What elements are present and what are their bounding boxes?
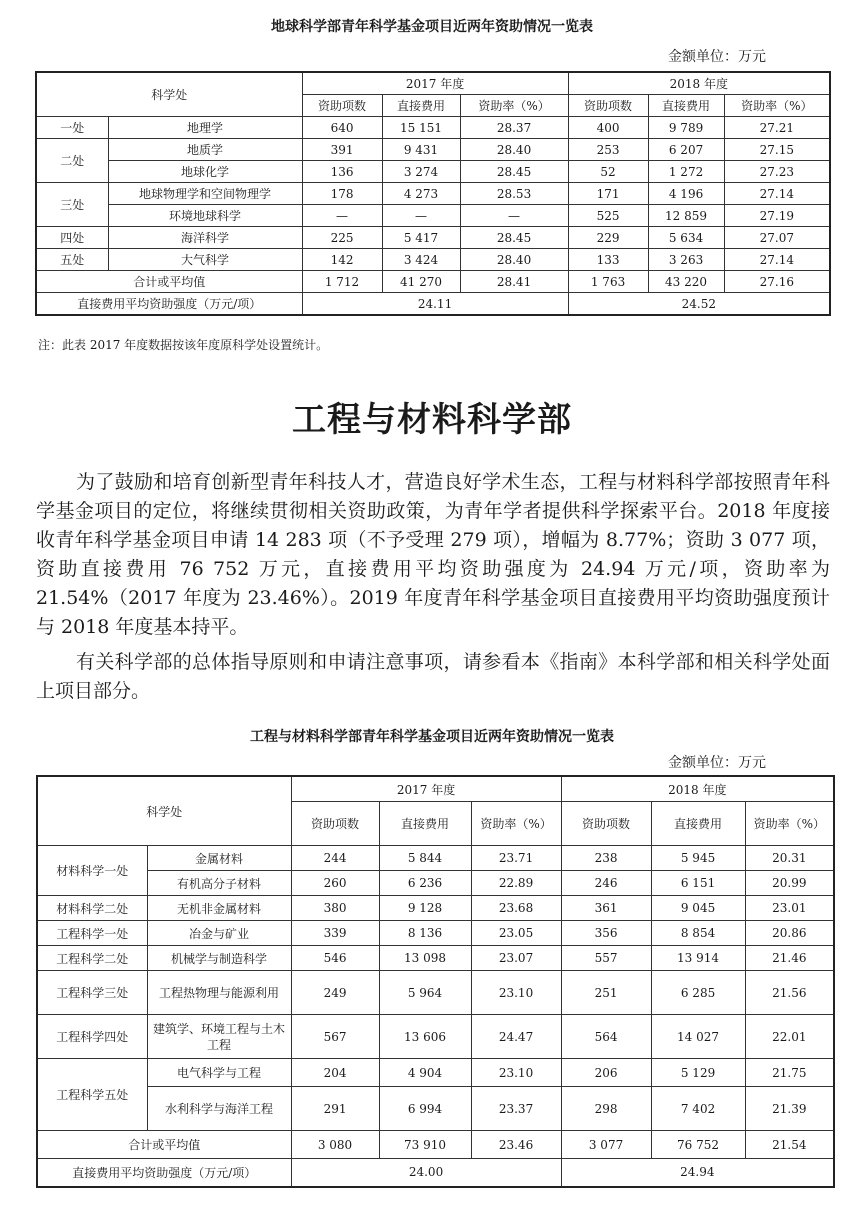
value-cell: 1 763: [568, 271, 648, 293]
value-cell: 13 606: [379, 1015, 471, 1059]
value-cell: 23.05: [471, 921, 561, 946]
value-cell: 3 263: [648, 249, 724, 271]
value-cell: 43 220: [648, 271, 724, 293]
value-cell: 15 151: [382, 117, 460, 139]
value-cell: 171: [568, 183, 648, 205]
table2-col-header: 资助项数: [291, 802, 379, 846]
value-cell: 28.45: [460, 227, 568, 249]
value-cell: 23.10: [471, 971, 561, 1015]
value-cell: 27.15: [724, 139, 830, 161]
table-row: [37, 1015, 834, 1059]
value-cell: 525: [568, 205, 648, 227]
discipline-cell: 冶金与矿业: [147, 921, 291, 946]
value-cell: 5 129: [651, 1059, 745, 1087]
total-row: [36, 271, 830, 293]
value-cell: 28.41: [460, 271, 568, 293]
value-cell: 5 945: [651, 846, 745, 871]
value-cell: 5 417: [382, 227, 460, 249]
office-cell: 三处: [36, 183, 108, 227]
table2-title: 工程与材料科学部青年科学基金项目近两年资助情况一览表: [250, 729, 614, 745]
value-cell: 640: [302, 117, 382, 139]
value-cell: 28.53: [460, 183, 568, 205]
table1-year-2018: 2018 年度: [568, 72, 830, 95]
value-cell: 225: [302, 227, 382, 249]
table-row: [37, 896, 834, 921]
value-cell: 23.71: [471, 846, 561, 871]
value-cell: 136: [302, 161, 382, 183]
table1-col-header: 直接费用: [382, 95, 460, 117]
value-cell: 133: [568, 249, 648, 271]
table-row: [37, 921, 834, 946]
table-row: [36, 161, 830, 183]
value-cell: 6 207: [648, 139, 724, 161]
office-cell: 四处: [36, 227, 108, 249]
value-cell: 20.31: [745, 846, 834, 871]
discipline-cell: 建筑学、环境工程与土木工程: [147, 1015, 291, 1059]
office-cell: 工程科学二处: [37, 946, 147, 971]
value-cell: 9 789: [648, 117, 724, 139]
value-cell: 23.10: [471, 1059, 561, 1087]
table-row: [37, 946, 834, 971]
value-cell: 3 424: [382, 249, 460, 271]
value-cell: 400: [568, 117, 648, 139]
value-cell: 361: [561, 896, 651, 921]
table-row: [36, 117, 830, 139]
value-cell: 4 273: [382, 183, 460, 205]
discipline-cell: 无机非金属材料: [147, 896, 291, 921]
value-cell: 21.75: [745, 1059, 834, 1087]
value-cell: 13 098: [379, 946, 471, 971]
table2-dept-header: 科学处: [37, 776, 291, 846]
value-cell: 567: [291, 1015, 379, 1059]
value-cell: 6 285: [651, 971, 745, 1015]
value-cell: 28.45: [460, 161, 568, 183]
table-row: [37, 871, 834, 896]
table1-col-header: 资助项数: [568, 95, 648, 117]
value-cell: 8 854: [651, 921, 745, 946]
value-cell: —: [382, 205, 460, 227]
discipline-cell: 环境地球科学: [108, 205, 302, 227]
value-cell: 356: [561, 921, 651, 946]
avg-2018: 24.94: [561, 1159, 834, 1187]
value-cell: 1 272: [648, 161, 724, 183]
value-cell: 5 964: [379, 971, 471, 1015]
value-cell: 5 634: [648, 227, 724, 249]
value-cell: 557: [561, 946, 651, 971]
office-cell: 工程科学五处: [37, 1059, 147, 1131]
value-cell: 249: [291, 971, 379, 1015]
office-cell: 工程科学一处: [37, 921, 147, 946]
value-cell: —: [302, 205, 382, 227]
discipline-cell: 地球化学: [108, 161, 302, 183]
table2-unit: 金额单位：万元: [668, 755, 766, 771]
table-row: [36, 227, 830, 249]
value-cell: 52: [568, 161, 648, 183]
value-cell: 41 270: [382, 271, 460, 293]
table-row: [36, 205, 830, 227]
value-cell: 73 910: [379, 1131, 471, 1159]
value-cell: 27.23: [724, 161, 830, 183]
section-paragraph-1: 为了鼓励和培育创新型青年科技人才，营造良好学术生态，工程与材料科学部按照青年科学基金项目的定位，将继续贯彻相关资助政策，为青年学者提供科学探索平台。2018 年度接收青年科学基金项目申请 14 283 项（不予受理 279 项），增幅为 8.77%；资助 3 077 项，资助直接费用 76 752 万元，直接费用平均资助强度为 24.94 万元/项，资助率为 21.54%（2017 年度为 23.46%）。2019 年度青年科学基金项目直接费用平均资助强度预计与 2018 年度基本持平。: [36, 471, 830, 638]
value-cell: 9 431: [382, 139, 460, 161]
office-cell: 一处: [36, 117, 108, 139]
office-cell: 五处: [36, 249, 108, 271]
value-cell: 21.54: [745, 1131, 834, 1159]
value-cell: 244: [291, 846, 379, 871]
discipline-cell: 大气科学: [108, 249, 302, 271]
table-row: [36, 183, 830, 205]
value-cell: 6 994: [379, 1087, 471, 1131]
value-cell: 3 274: [382, 161, 460, 183]
office-cell: 材料科学一处: [37, 846, 147, 896]
value-cell: 391: [302, 139, 382, 161]
section-paragraph-2: 有关科学部的总体指导原则和申请注意事项，请参看本《指南》本科学部和相关科学处面上项目部分。: [36, 651, 830, 702]
value-cell: 28.40: [460, 139, 568, 161]
value-cell: 8 136: [379, 921, 471, 946]
value-cell: 21.39: [745, 1087, 834, 1131]
value-cell: 238: [561, 846, 651, 871]
total-row: [37, 1131, 834, 1159]
value-cell: 23.68: [471, 896, 561, 921]
table-row: [37, 846, 834, 871]
value-cell: 142: [302, 249, 382, 271]
value-cell: 20.99: [745, 871, 834, 896]
value-cell: 27.21: [724, 117, 830, 139]
value-cell: 251: [561, 971, 651, 1015]
value-cell: 6 151: [651, 871, 745, 896]
avg-2017: 24.11: [302, 293, 568, 316]
value-cell: 204: [291, 1059, 379, 1087]
value-cell: 206: [561, 1059, 651, 1087]
value-cell: 9 128: [379, 896, 471, 921]
value-cell: 23.07: [471, 946, 561, 971]
table1-col-header: 资助率（%）: [460, 95, 568, 117]
table1-col-header: 资助项数: [302, 95, 382, 117]
table1-note: 注：此表 2017 年度数据按该年度原科学处设置统计。: [38, 338, 329, 352]
value-cell: 229: [568, 227, 648, 249]
table2-col-header: 资助率（%）: [471, 802, 561, 846]
discipline-cell: 海洋科学: [108, 227, 302, 249]
value-cell: —: [460, 205, 568, 227]
value-cell: 21.46: [745, 946, 834, 971]
value-cell: 24.47: [471, 1015, 561, 1059]
value-cell: 339: [291, 921, 379, 946]
value-cell: 6 236: [379, 871, 471, 896]
table2-col-header: 资助项数: [561, 802, 651, 846]
office-cell: 工程科学三处: [37, 971, 147, 1015]
value-cell: 27.19: [724, 205, 830, 227]
value-cell: 76 752: [651, 1131, 745, 1159]
office-cell: 二处: [36, 139, 108, 183]
avg-2018: 24.52: [568, 293, 830, 316]
value-cell: 28.37: [460, 117, 568, 139]
table2-col-header: 直接费用: [379, 802, 471, 846]
discipline-cell: 工程热物理与能源利用: [147, 971, 291, 1015]
value-cell: 27.07: [724, 227, 830, 249]
section-heading: 工程与材料科学部: [292, 400, 572, 440]
discipline-cell: 地质学: [108, 139, 302, 161]
table-row: [36, 249, 830, 271]
discipline-cell: 地球物理学和空间物理学: [108, 183, 302, 205]
table1: [35, 71, 831, 316]
value-cell: 178: [302, 183, 382, 205]
discipline-cell: 电气科学与工程: [147, 1059, 291, 1087]
value-cell: 4 904: [379, 1059, 471, 1087]
discipline-cell: 水利科学与海洋工程: [147, 1087, 291, 1131]
value-cell: 380: [291, 896, 379, 921]
value-cell: 3 077: [561, 1131, 651, 1159]
table2: [36, 775, 835, 1188]
table-row: [37, 1087, 834, 1131]
total-label: 合计或平均值: [37, 1131, 291, 1159]
table2-col-header: 直接费用: [651, 802, 745, 846]
value-cell: 20.86: [745, 921, 834, 946]
value-cell: 12 859: [648, 205, 724, 227]
value-cell: 4 196: [648, 183, 724, 205]
table1-dept-header: 科学处: [36, 72, 302, 117]
value-cell: 3 080: [291, 1131, 379, 1159]
table-row: [37, 971, 834, 1015]
table1-col-header: 资助率（%）: [724, 95, 830, 117]
discipline-cell: 金属材料: [147, 846, 291, 871]
value-cell: 21.56: [745, 971, 834, 1015]
avg-row: [36, 293, 830, 316]
table1-unit: 金额单位：万元: [668, 49, 766, 65]
value-cell: 14 027: [651, 1015, 745, 1059]
avg-label: 直接费用平均资助强度（万元/项）: [37, 1159, 291, 1187]
value-cell: 27.16: [724, 271, 830, 293]
table1-year-2017: 2017 年度: [302, 72, 568, 95]
value-cell: 22.01: [745, 1015, 834, 1059]
value-cell: 23.37: [471, 1087, 561, 1131]
table1-title: 地球科学部青年科学基金项目近两年资助情况一览表: [271, 19, 593, 35]
avg-2017: 24.00: [291, 1159, 561, 1187]
value-cell: 27.14: [724, 183, 830, 205]
table2-year-2018: 2018 年度: [561, 776, 834, 802]
value-cell: 246: [561, 871, 651, 896]
value-cell: 298: [561, 1087, 651, 1131]
discipline-cell: 地理学: [108, 117, 302, 139]
discipline-cell: 有机高分子材料: [147, 871, 291, 896]
value-cell: 7 402: [651, 1087, 745, 1131]
value-cell: 5 844: [379, 846, 471, 871]
value-cell: 564: [561, 1015, 651, 1059]
value-cell: 13 914: [651, 946, 745, 971]
value-cell: 23.01: [745, 896, 834, 921]
value-cell: 27.14: [724, 249, 830, 271]
table2-col-header: 资助率（%）: [745, 802, 834, 846]
value-cell: 260: [291, 871, 379, 896]
value-cell: 22.89: [471, 871, 561, 896]
office-cell: 工程科学四处: [37, 1015, 147, 1059]
value-cell: 1 712: [302, 271, 382, 293]
value-cell: 23.46: [471, 1131, 561, 1159]
value-cell: 9 045: [651, 896, 745, 921]
table2-year-2017: 2017 年度: [291, 776, 561, 802]
avg-label: 直接费用平均资助强度（万元/项）: [36, 293, 302, 316]
value-cell: 291: [291, 1087, 379, 1131]
office-cell: 材料科学二处: [37, 896, 147, 921]
value-cell: 253: [568, 139, 648, 161]
discipline-cell: 机械学与制造科学: [147, 946, 291, 971]
value-cell: 28.40: [460, 249, 568, 271]
table-row: [37, 1059, 834, 1087]
avg-row: [37, 1159, 834, 1187]
value-cell: 546: [291, 946, 379, 971]
table-row: [36, 139, 830, 161]
table1-col-header: 直接费用: [648, 95, 724, 117]
total-label: 合计或平均值: [36, 271, 302, 293]
